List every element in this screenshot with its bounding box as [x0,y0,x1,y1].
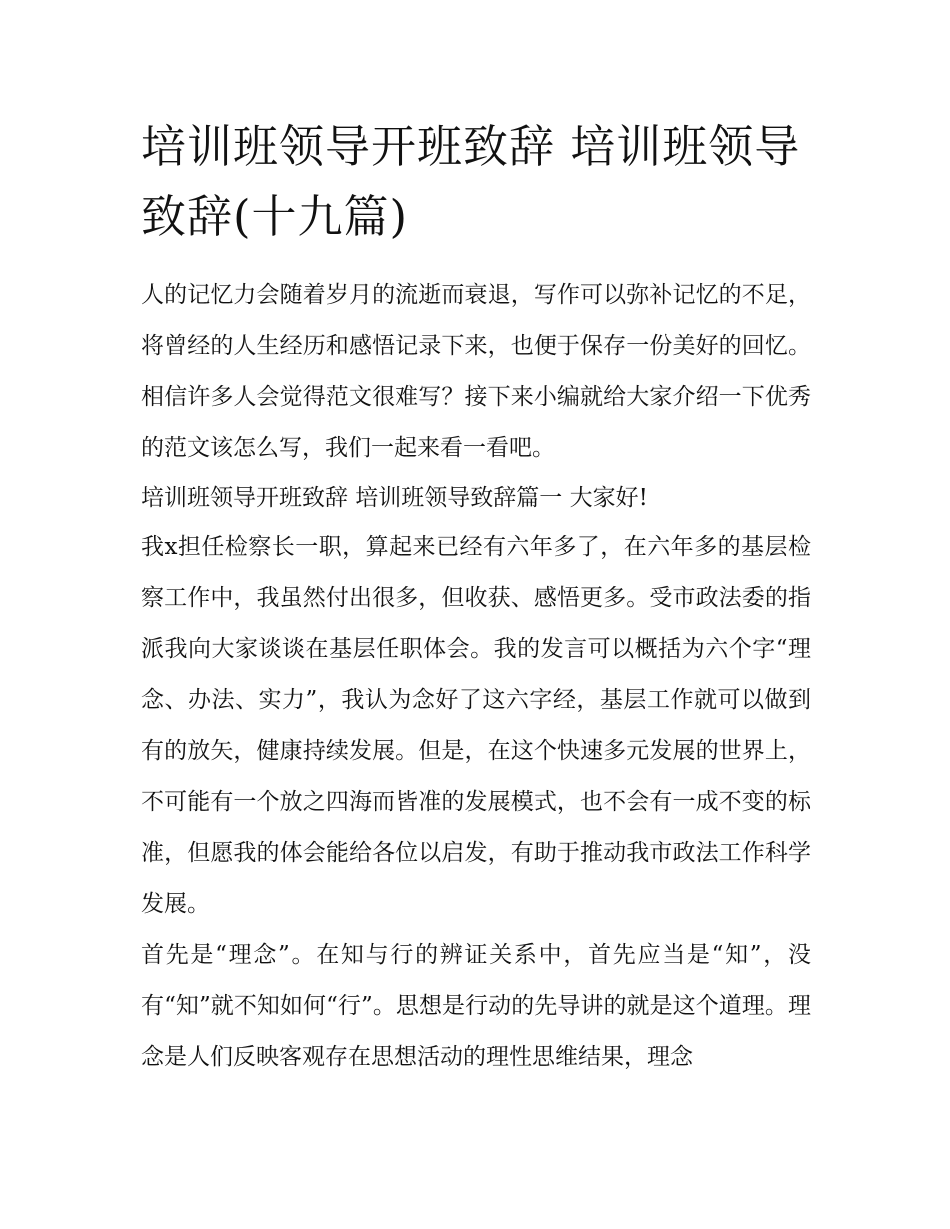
body-paragraph-experience: 我x担任检察长一职，算起来已经有六年多了，在六年多的基层检察工作中，我虽然付出很多，但收获、感悟更多。受市政法委的指派我向大家谈谈在基层任职体会。我的发言可以概括为六个字“理念、办法、实力”，我认为念好了这六字经，基层工作就可以做到有的放矢，健康持续发展。但是，在这个快速多元发展的世界上，不可能有一个放之四海而皆准的发展模式，也不会有一成不变的标准，但愿我的体会能给各位以启发，有助于推动我市政法工作科学发展。 [141,534,811,917]
document-body [141,112,811,1083]
section-heading-greeting: 培训班领导开班致辞 培训班领导致辞篇一 大家好! [141,485,648,511]
intro-paragraph: 人的记忆力会随着岁月的流逝而衰退，写作可以弥补记忆的不足，将曾经的人生经历和感悟记录下来，也便于保存一份美好的回忆。相信许多人会觉得范文很难写？接下来小编就给大家介绍一下优秀的范文该怎么写，我们一起来看一看吧。 [141,282,811,461]
document-title: 培训班领导开班致辞 培训班领导致辞(十九篇) [141,120,801,243]
body-paragraph-concept: 首先是“理念”。在知与行的辨证关系中，首先应当是“知”，没有“知”就不知如何“行”。思想是行动的先导讲的就是这个道理。理念是人们反映客观存在思想活动的理性思维结果，理念 [141,942,811,1070]
